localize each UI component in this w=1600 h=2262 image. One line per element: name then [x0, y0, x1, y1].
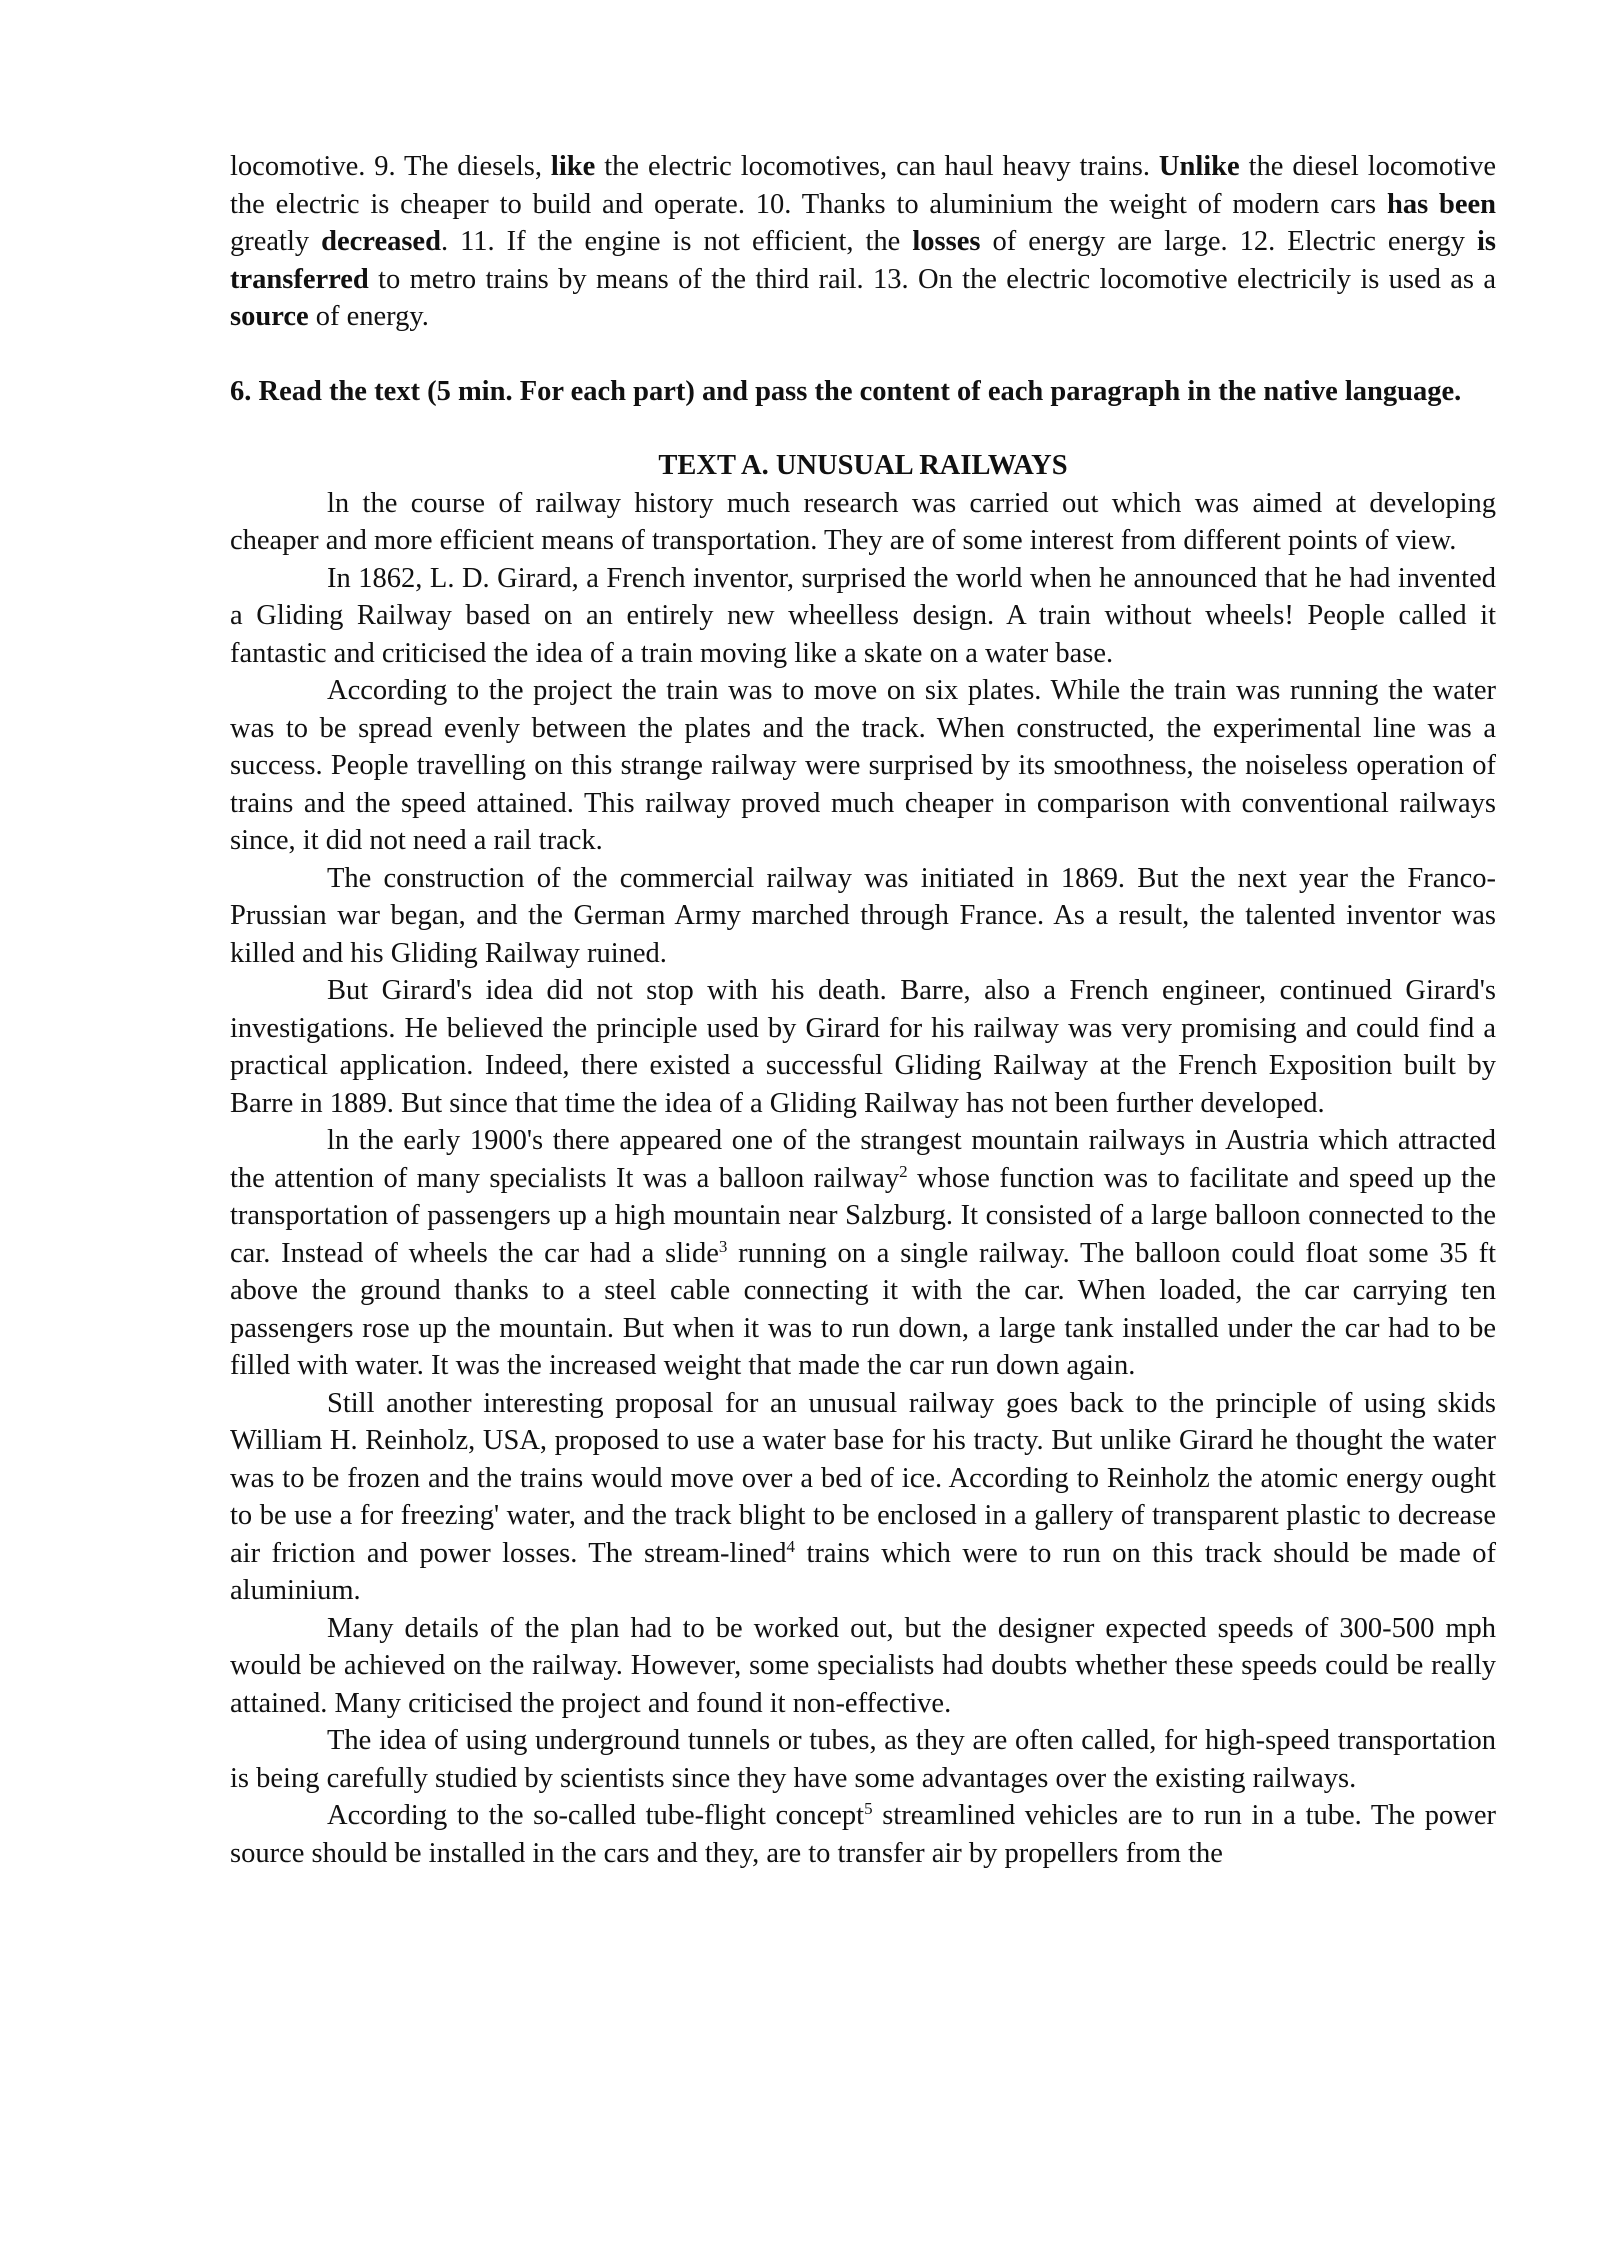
paragraph-tube-flight: According to the so-called tube-flight concept$^5$ streamlined vehicles are to run in a tube. The power source should be installed in the cars and they, are to transfer air by propellers from the	[230, 1799, 1496, 1869]
document-page	[230, 148, 1496, 1872]
paragraph-reinholz: Still another interesting proposal for an unusual railway goes back to the principle of using skids William H. Reinholz, USA, proposed to use a water base for his tracty. But unlike Girard he thought the water was to be frozen and the trains would move over a bed of ice. According to Reinholz the atomic energy ought to be use a for freezing' water, and the track blight to be enclosed in a gallery of transparent plastic to decrease air friction and power losses. The stream-lined$^4$ trains which were to run on this track should be made of aluminium.	[230, 1387, 1496, 1606]
footnote-ref-4: 4	[786, 1536, 796, 1556]
footnote-ref-3: 3	[718, 1236, 728, 1256]
paragraph-intro: ln the course of railway history much research was carried out which was aimed at developing cheaper and more efficient means of transportation. They are of some interest from different points of view.	[230, 487, 1496, 556]
footnote-ref-2: 2	[899, 1161, 908, 1181]
paragraph-details: Many details of the plan had to be worked out, but the designer expected speeds of 300-500 mph would be achieved on the railway. However, some specialists had doubts whether these speeds could be really attained. Many criticised the project and found it non-effective.	[230, 1612, 1496, 1719]
paragraph-barre: But Girard's idea did not stop with his death. Barre, also a French engineer, continued Girard's investigations. He believed the principle used by Girard for his railway was very promising and could find a practical application. Indeed, there existed a successful Gliding Railway at the French Exposition built by Barre in 1889. But since that time the idea of a Gliding Railway has not been further developed.	[230, 975, 1496, 1119]
footnote-ref-5: 5	[864, 1799, 873, 1818]
text-title: TEXT A. UNUSUAL RAILWAYS	[658, 450, 1068, 481]
paragraph-construction: The construction of the commercial railway was initiated in 1869. But the next year the Franco-Prussian war began, and the German Army marched through France. As a result, the talented inventor was killed and his Gliding Railway ruined.	[230, 862, 1496, 969]
intro-paragraph: locomotive. 9. The diesels, like the electric locomotives, can haul heavy trains. Unlike the diesel locomotive the electric is cheaper to build and operate. 10. Thanks to aluminium the weight of modern cars has been greatly decreased. 11. If the engine is not efficient, the losses of energy are large. 12. Electric energy is transferred to metro trains by means of the third rail. 13. On the electric locomotive electricily is used as a source of energy.	[230, 151, 1496, 332]
paragraph-balloon: ln the early 1900's there appeared one of the strangest mountain railways in Austria which attracted the attention of many specialists It was a balloon railway$^2$ whose function was to facilitate and speed up the transportation of passengers up a high mountain near Salzburg. It consisted of a large balloon connected to the car. Instead of wheels the car had a slide$^3$ running on a single railway. The balloon could float some 35 ft above the ground thanks to a steel cable connecting it with the car. When loaded, the car carrying ten passengers rose up the mountain. But when it was to run down, a large tank installed under the car had to be filled with water. It was the increased weight that made the car run down again.	[230, 1125, 1497, 1381]
paragraph-project: According to the project the train was to move on six plates. While the train was running the water was to be spread evenly between the plates and the track. When constructed, the experimental line was a success. People travelling on this strange railway were surprised by its smoothness, the noiseless operation of trains and the speed attained. This railway proved much cheaper in comparison with conventional railways since, it did not need a rail track.	[230, 675, 1496, 856]
paragraph-girard: In 1862, L. D. Girard, a French inventor, surprised the world when he announced that he had invented a Gliding Railway based on an entirely new wheelless design. A train without wheels! People called it fantastic and criticised the idea of a train moving like a skate on a water base.	[230, 562, 1496, 669]
task-heading: 6. Read the text (5 min. For each part) and pass the content of each paragraph in the native language.	[230, 375, 1462, 407]
paragraph-tubes: The idea of using underground tunnels or tubes, as they are often called, for high-speed transportation is being carefully studied by scientists since they have some advantages over the existing railways.	[230, 1725, 1496, 1794]
